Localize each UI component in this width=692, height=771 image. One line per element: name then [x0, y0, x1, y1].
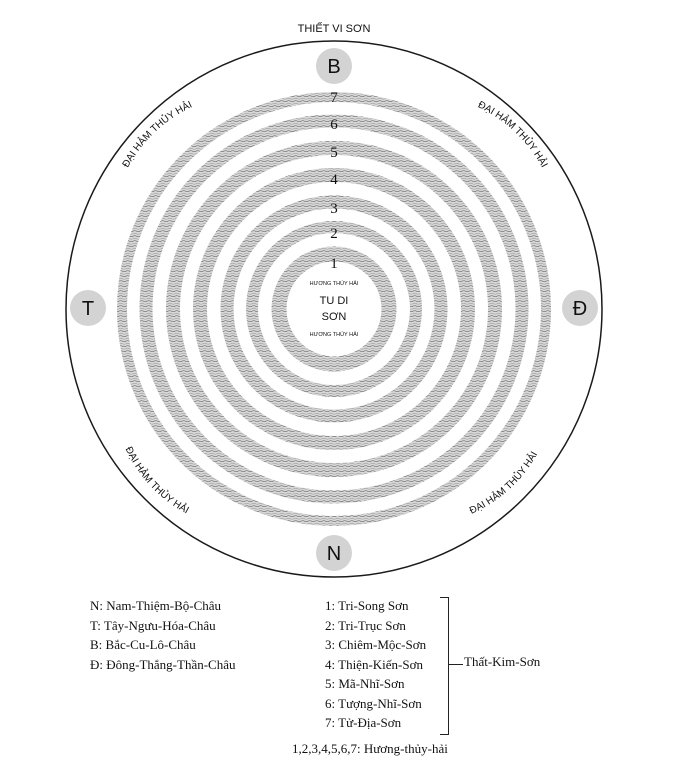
direction-south — [316, 535, 352, 571]
ocean-label-bottom-left-text: ĐẠI HẢM THỦY HẢI — [122, 445, 191, 517]
ring-number-3: 3 — [330, 201, 338, 217]
ring-number-4: 4 — [330, 172, 338, 188]
direction-north — [316, 48, 352, 84]
direction-south-label: N — [326, 543, 342, 565]
ring-number-7: 7 — [330, 90, 338, 106]
legend-item: Đ: Đông-Thắng-Thần-Châu — [90, 656, 236, 672]
footer-note: 1,2,3,4,5,6,7: Hương-thủy-hải — [292, 741, 448, 756]
legend-mountains — [325, 596, 426, 733]
legend-item: T: Tây-Ngưu-Hóa-Châu — [90, 617, 216, 633]
legend-item: 2: Tri-Trục Sơn — [325, 617, 406, 633]
ocean-label-top-right-text: ĐẠI HẢM THỦY HẢI — [476, 99, 550, 170]
ocean-label-top-left-text: ĐẠI HẢM THỦY HẢI — [120, 99, 194, 170]
direction-west-label: T — [81, 298, 95, 320]
legend-bracket — [440, 597, 449, 735]
ring-number-5: 5 — [330, 145, 338, 161]
legend-item: 6: Tượng-Nhĩ-Sơn — [325, 695, 422, 711]
legend-item: 3: Chiêm-Mộc-Sơn — [325, 637, 427, 652]
ring-number-1: 1 — [330, 256, 338, 272]
ring-number-6: 6 — [330, 117, 338, 133]
legend-item: 1: Tri-Song Sơn — [325, 598, 409, 613]
legend-item: 4: Thiện-Kiến-Sơn — [325, 656, 423, 672]
legend-item: 7: Tử-Địa-Sơn — [325, 715, 402, 730]
legend-continents — [90, 596, 236, 674]
top-title: THIẾT VI SƠN — [297, 23, 371, 35]
center-line-2: SƠN — [321, 311, 347, 323]
bracket-label: Thất-Kim-Sơn — [464, 654, 541, 669]
ocean-label-bottom-right-text: ĐẠI HẢM THỦY HẢI — [468, 449, 541, 517]
legend-item: N: Nam-Thiệm-Bộ-Châu — [90, 598, 222, 613]
direction-west — [70, 290, 106, 326]
center-line-1: TU DI — [319, 295, 349, 307]
center-small-top: HƯƠNG THỦY HẢI — [309, 281, 359, 287]
ring-number-2: 2 — [330, 226, 338, 242]
direction-north-label: B — [327, 56, 341, 78]
center-small-bottom: HƯƠNG THỦY HẢI — [309, 332, 359, 338]
legend-item: B: Bắc-Cu-Lô-Châu — [90, 637, 196, 652]
legend-bracket-tick — [448, 664, 463, 665]
legend-item: 5: Mã-Nhĩ-Sơn — [325, 676, 405, 691]
direction-east — [562, 290, 598, 326]
direction-east-label: Đ — [572, 298, 588, 320]
